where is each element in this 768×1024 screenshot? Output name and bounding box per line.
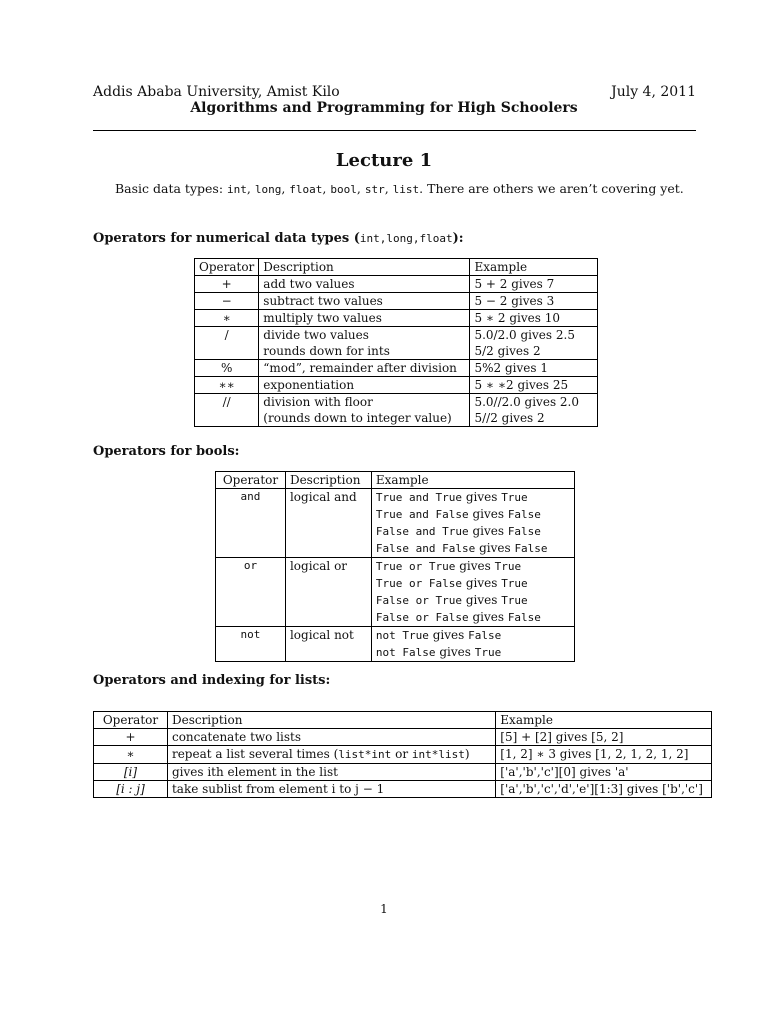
operator-cell: ∗∗ (195, 377, 259, 394)
operator-cell: + (94, 729, 168, 746)
example-cell: 5//2 gives 2 (470, 410, 598, 427)
example-expression: not False (375, 646, 436, 659)
operator-cell (216, 592, 286, 609)
description-text: repeat a list several times ( (171, 747, 339, 761)
table-row (216, 644, 575, 662)
column-header: Operator (195, 259, 259, 276)
header-divider (93, 130, 696, 131)
operator-cell: + (195, 276, 259, 293)
description-text: or (391, 747, 412, 761)
description-text: concatenate two lists (171, 730, 302, 744)
example-expression: False or True (375, 594, 462, 607)
example-result: True (501, 491, 528, 504)
example-cell: [5] + [2] gives [5, 2] (496, 729, 712, 746)
example-result: True (501, 577, 528, 590)
example-expression: False and True (375, 525, 469, 538)
table-row (195, 310, 598, 327)
lists-heading: Operators and indexing for lists: (93, 673, 331, 688)
table-row (195, 293, 598, 310)
table-row (216, 592, 575, 609)
example-expression: not True (375, 629, 429, 642)
code-int-list: int*list (411, 748, 465, 761)
numerical-operators-table (194, 258, 598, 427)
example-cell (371, 609, 574, 627)
type-float: float (289, 183, 323, 196)
gives-text: gives (468, 610, 508, 624)
list-operators-table (93, 711, 712, 798)
example-cell: 5/2 gives 2 (470, 343, 598, 360)
example-cell: 5.0/2.0 gives 2.5 (470, 327, 598, 344)
type-str: str (364, 183, 385, 196)
bool-operators-table (215, 471, 575, 662)
numerical-heading-suffix: ): (452, 231, 464, 246)
column-header: Operator (94, 712, 168, 729)
example-cell: 5 ∗ ∗2 gives 25 (470, 377, 598, 394)
operator-cell: [i : j] (94, 781, 168, 798)
description-cell (285, 575, 371, 592)
description-cell: add two values (259, 276, 470, 293)
description-cell: logical and (285, 489, 371, 507)
description-cell: subtract two values (259, 293, 470, 310)
operator-cell: % (195, 360, 259, 377)
example-result: True (501, 594, 528, 607)
description-text: take sublist from element i to j − 1 (171, 782, 385, 796)
table-row (195, 343, 598, 360)
column-header: Example (470, 259, 598, 276)
operator-cell (195, 343, 259, 360)
description-cell: logical not (285, 627, 371, 645)
column-header: Example (496, 712, 712, 729)
description-cell (285, 644, 371, 662)
bools-heading: Operators for bools: (93, 444, 240, 459)
description-cell (167, 729, 495, 746)
example-expression: False and False (375, 542, 476, 555)
example-cell: 5 − 2 gives 3 (470, 293, 598, 310)
numerical-heading-prefix: Operators for numerical data types ( (93, 231, 360, 246)
example-expression: True or True (375, 560, 456, 573)
gives-text: gives (468, 524, 508, 538)
table-row (94, 729, 712, 746)
table-header-row (94, 712, 712, 729)
table-row (216, 540, 575, 558)
example-result: False (507, 525, 541, 538)
table-row (94, 746, 712, 764)
table-header-row (216, 472, 575, 489)
table-header-row (195, 259, 598, 276)
table-row (195, 377, 598, 394)
table-row (94, 781, 712, 798)
operator-cell: or (216, 558, 286, 576)
operator-cell: ∗ (94, 746, 168, 764)
description-cell: (rounds down to integer value) (259, 410, 470, 427)
operator-cell (216, 506, 286, 523)
example-cell: ['a','b','c','d','e'][1:3] gives ['b','c'] (496, 781, 712, 798)
column-header: Description (285, 472, 371, 489)
example-expression: False or False (375, 611, 469, 624)
example-cell: 5 + 2 gives 7 (470, 276, 598, 293)
description-cell (167, 781, 495, 798)
description-cell (285, 523, 371, 540)
example-result: False (507, 611, 541, 624)
gives-text: gives (462, 593, 502, 607)
table-row (94, 764, 712, 781)
page-number: 1 (380, 902, 388, 916)
table-row (216, 523, 575, 540)
column-header: Description (259, 259, 470, 276)
example-cell (371, 489, 574, 507)
course-title: Algorithms and Programming for High Schoolers (190, 100, 578, 116)
operator-cell (216, 523, 286, 540)
document-date: July 4, 2011 (611, 84, 696, 100)
example-cell: 5.0//2.0 gives 2.0 (470, 394, 598, 411)
example-cell: 5%2 gives 1 (470, 360, 598, 377)
type-list: list (392, 183, 420, 196)
operator-cell (216, 540, 286, 558)
operator-cell: − (195, 293, 259, 310)
description-cell (167, 746, 495, 764)
operator-cell (195, 410, 259, 427)
description-cell: division with floor (259, 394, 470, 411)
table-row (216, 489, 575, 507)
description-cell (285, 609, 371, 627)
code-list-int: list*int (338, 748, 392, 761)
description-cell (285, 540, 371, 558)
example-cell (371, 627, 574, 645)
example-cell: 5 ∗ 2 gives 10 (470, 310, 598, 327)
example-result: True (474, 646, 502, 659)
intro-prefix: Basic data types: (115, 181, 228, 196)
description-text: gives ith element in the list (171, 765, 338, 779)
table-row (216, 609, 575, 627)
description-cell: divide two values (259, 327, 470, 344)
column-header: Operator (216, 472, 286, 489)
type-bool: bool (330, 183, 357, 196)
intro-suffix: . There are others we aren’t covering yet. (419, 181, 684, 196)
column-header: Example (371, 472, 574, 489)
intro-paragraph: Basic data types: int, long, float, bool, str, list. There are others we aren’t covering yet. (115, 181, 684, 196)
example-cell (371, 575, 574, 592)
numerical-heading-code: int,long,float (359, 232, 453, 245)
description-cell: “mod”, remainder after division (259, 360, 470, 377)
example-expression: True and False (375, 508, 469, 521)
gives-text: gives (475, 541, 515, 555)
description-cell: exponentiation (259, 377, 470, 394)
table-row (195, 327, 598, 344)
operator-cell (216, 575, 286, 592)
example-result: False (507, 508, 541, 521)
gives-text: gives (462, 490, 502, 504)
description-cell (167, 764, 495, 781)
description-text: ) (464, 747, 470, 761)
table-row (216, 575, 575, 592)
operator-cell: not (216, 627, 286, 645)
column-header: Description (167, 712, 495, 729)
operator-cell: / (195, 327, 259, 344)
institution-name: Addis Ababa University, Amist Kilo (93, 84, 340, 100)
lecture-title: Lecture 1 (335, 150, 433, 171)
table-row (195, 410, 598, 427)
example-cell (371, 506, 574, 523)
description-cell: multiply two values (259, 310, 470, 327)
example-cell (371, 540, 574, 558)
example-cell: [1, 2] ∗ 3 gives [1, 2, 1, 2, 1, 2] (496, 746, 712, 764)
type-long: long (254, 183, 282, 196)
example-cell (371, 644, 574, 662)
operator-cell: [i] (94, 764, 168, 781)
example-cell (371, 592, 574, 609)
gives-text: gives (455, 559, 495, 573)
operator-cell: // (195, 394, 259, 411)
table-row (195, 360, 598, 377)
example-result: False (514, 542, 548, 555)
gives-text: gives (435, 645, 475, 659)
description-cell: logical or (285, 558, 371, 576)
description-cell: rounds down for ints (259, 343, 470, 360)
description-cell (285, 506, 371, 523)
example-result: False (468, 629, 502, 642)
example-cell (371, 523, 574, 540)
operator-cell (216, 644, 286, 662)
table-row (216, 558, 575, 576)
table-row (195, 276, 598, 293)
example-result: True (494, 560, 522, 573)
operator-cell (216, 609, 286, 627)
table-row (195, 394, 598, 411)
gives-text: gives (462, 576, 502, 590)
numerical-heading (93, 231, 464, 246)
example-expression: True or False (375, 577, 462, 590)
gives-text: gives (428, 628, 469, 642)
description-cell (285, 592, 371, 609)
table-row (216, 506, 575, 523)
example-cell (371, 558, 574, 576)
example-expression: True and True (375, 491, 462, 504)
operator-cell: ∗ (195, 310, 259, 327)
example-cell: ['a','b','c'][0] gives 'a' (496, 764, 712, 781)
type-int: int (227, 183, 247, 196)
gives-text: gives (468, 507, 508, 521)
table-row (216, 627, 575, 645)
operator-cell: and (216, 489, 286, 507)
